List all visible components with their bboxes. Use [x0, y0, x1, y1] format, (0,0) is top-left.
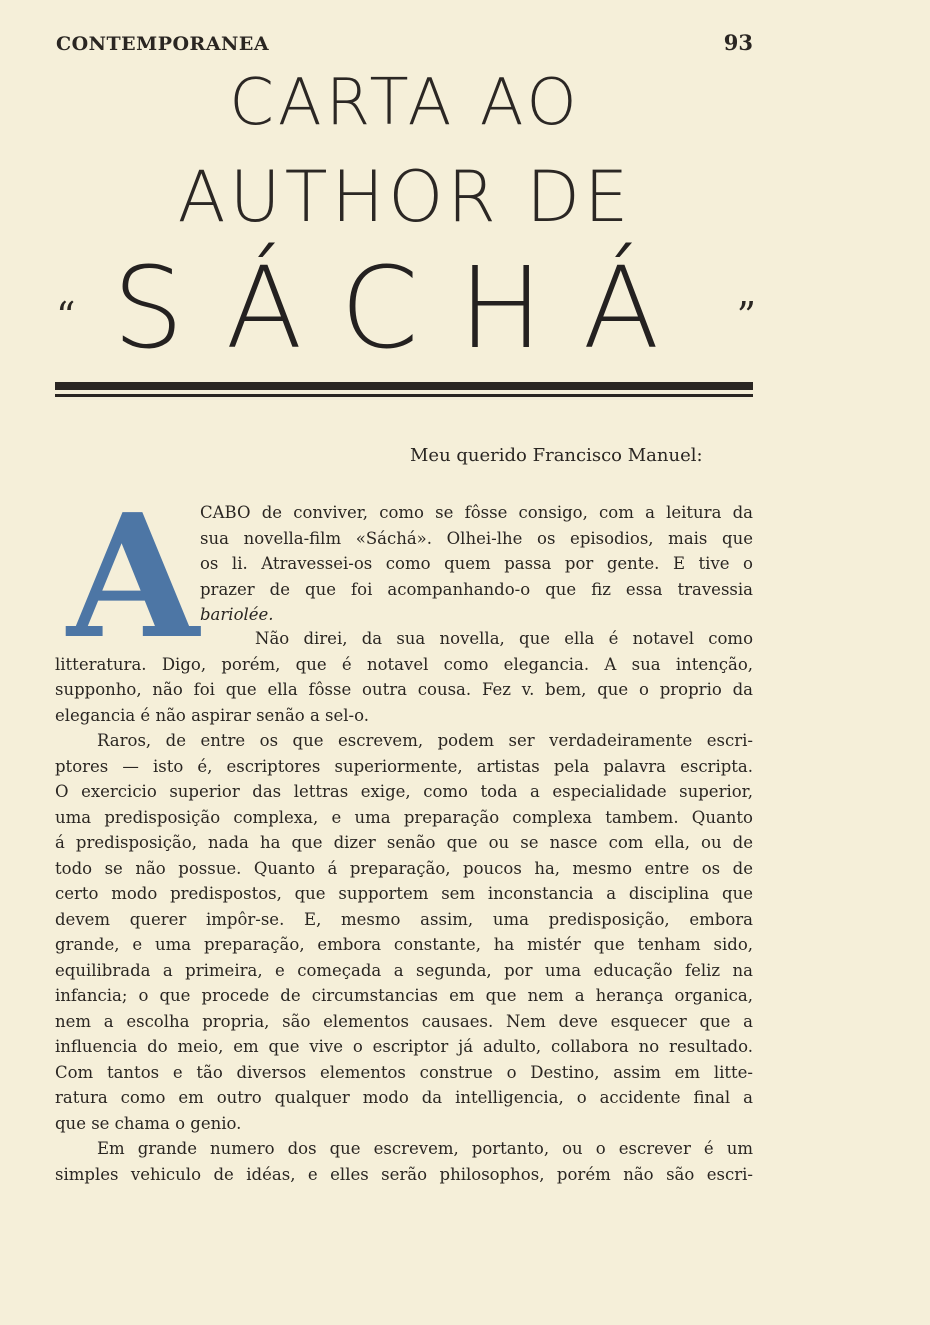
text-line: simples vehiculo de idéas, e elles serão philosophos, porém não são escri- — [55, 1164, 753, 1184]
title-rule-thick — [55, 382, 753, 390]
text-line: ratura como em outro qualquer modo da intelligencia, o accidente final a — [55, 1088, 753, 1107]
title-line-2: AUTHOR DE — [177, 156, 633, 238]
text-line: litteratura. Digo, porém, que é notavel como elegancia. A sua intenção, — [55, 654, 753, 674]
text-line: elegancia é não aspirar senão a sel-o. — [55, 705, 370, 725]
text-line: Com tantos e tão diversos elementos construe o Destino, assim em litte- — [55, 1062, 753, 1082]
page-number: 93 — [723, 30, 753, 55]
text-line: nem a escolha propria, são elementos causaes. Nem deve esquecer que a — [55, 1011, 753, 1031]
text-line: uma predisposição complexa, e uma preparação complexa tambem. Quanto — [55, 807, 753, 827]
text-line: Raros, de entre os que escrevem, podem ser verdadeiramente escri- — [97, 731, 753, 750]
text-line: á predisposição, nada ha que dizer senão que ou se nasce com ella, ou de — [55, 833, 753, 852]
text-line: Em grande numero dos que escrevem, portanto, ou o escrever é um — [97, 1139, 753, 1158]
title-rule-thin — [55, 394, 753, 397]
text-line: CABO de conviver, como se fôsse consigo, com a leitura da — [200, 503, 753, 522]
text-line: todo se não possue. Quanto á preparação, poucos ha, mesmo entre os de — [55, 858, 753, 878]
text-line: supponho, não foi que ella fôsse outra cousa. Fez v. bem, que o proprio da — [55, 680, 753, 699]
text-line: prazer de que foi acompanhando-o que fiz essa travessia — [200, 579, 753, 599]
drop-cap-letter: A — [67, 477, 199, 677]
page-header — [56, 30, 753, 55]
text-line: O exercicio superior das lettras exige, como toda a especialidade superior, — [55, 782, 753, 801]
text-line: os li. Atravessei-os como quem passa por gente. E tive o — [200, 554, 753, 573]
title-open-quote: “ — [56, 294, 76, 338]
text-line: infancia; o que procede de circumstancias em que nem a herança organica, — [55, 986, 753, 1005]
text-line: ptores — isto é, escriptores superiormente, artistas pela palavra escripta. — [55, 756, 753, 776]
title-sacha: SÁCHÁ — [112, 244, 700, 374]
text-line: grande, e uma preparação, embora constante, ha mistér que tenham sido, — [55, 935, 753, 954]
text-line: devem querer impôr-se. E, mesmo assim, uma predisposição, embora — [55, 909, 753, 929]
text-line: Não direi, da sua novella, que ella é notavel como — [255, 629, 753, 648]
text-line: bariolée. — [200, 605, 274, 624]
body-text — [55, 626, 753, 1187]
drop-cap — [62, 477, 204, 677]
paragraph-1 — [200, 500, 753, 628]
text-line: certo modo predispostos, que supportem sem inconstancia a disciplina que — [55, 884, 753, 903]
title-line-3 — [56, 244, 756, 374]
text-line: equilibrada a primeira, e começada a segunda, por uma educação feliz na — [55, 960, 753, 980]
text-line: influencia do meio, em que vive o escriptor já adulto, collabora no resultado. — [55, 1037, 753, 1056]
title-line-1: CARTA AO — [229, 66, 581, 140]
text-line: sua novella-film «Sáchá». Olhei-lhe os episodios, mais que — [200, 528, 753, 548]
title-close-quote: ” — [736, 294, 756, 338]
salutation: Meu querido Francisco Manuel: — [410, 445, 703, 466]
journal-name: CONTEMPORANEA — [56, 33, 270, 55]
text-line: que se chama o genio. — [55, 1113, 242, 1133]
